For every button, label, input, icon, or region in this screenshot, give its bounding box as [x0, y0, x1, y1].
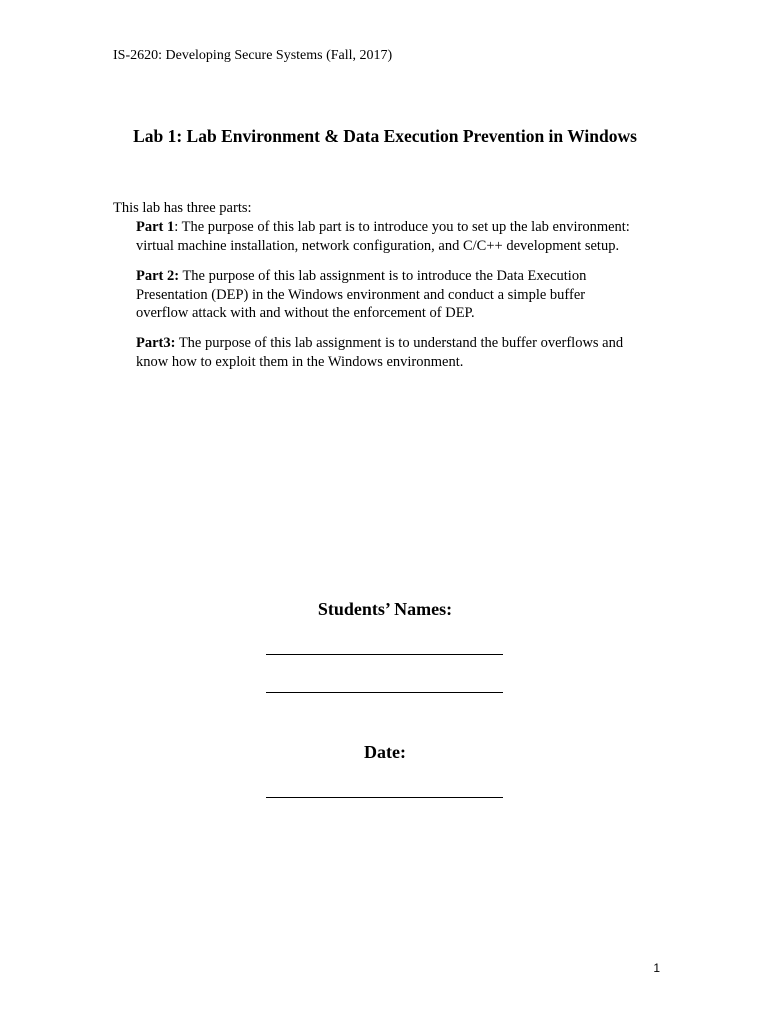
- part-2-line-2: Presentation (DEP) in the Windows environment and conduct a simple buffer: [136, 286, 586, 303]
- part-3-line-1: [136, 334, 666, 353]
- part-1-line-1: [136, 218, 666, 237]
- student-name-line-2: [266, 692, 503, 693]
- part-2-text-1: The purpose of this lab assignment is to introduce the Data Execution: [179, 268, 587, 284]
- part-1-label: Part 1: [136, 219, 175, 235]
- part-2-line-3: overflow attack with and without the enforcement of DEP.: [136, 305, 475, 321]
- student-name-line-1: [266, 654, 503, 655]
- part-3-line-2: know how to exploit them in the Windows environment.: [136, 353, 464, 370]
- date-label: Date:: [364, 742, 406, 762]
- part-2-label: Part 2:: [136, 268, 180, 284]
- part-1-text-1: : The purpose of this lab part is to introduce you to set up the lab environment:: [174, 219, 630, 235]
- lab-title: Lab 1: Lab Environment & Data Execution Prevention in Windows: [133, 126, 637, 146]
- intro-text: This lab has three parts:: [113, 200, 252, 216]
- part-1-line-2: virtual machine installation, network configuration, and C/C++ development setup.: [136, 237, 620, 254]
- page-number: 1: [653, 961, 660, 975]
- part-2-line-1: [136, 267, 666, 286]
- part-2-description: [136, 267, 666, 323]
- part-3-description: [136, 334, 666, 371]
- date-line: [266, 797, 503, 798]
- part-3-label: Part3:: [136, 335, 176, 351]
- part-3-text-1: The purpose of this lab assignment is to understand the buffer overflows and: [175, 335, 624, 351]
- part-1-description: [136, 218, 666, 255]
- course-header: IS-2620: Developing Secure Systems (Fall, 2017): [113, 48, 393, 63]
- students-names-label: Students’ Names:: [317, 599, 453, 619]
